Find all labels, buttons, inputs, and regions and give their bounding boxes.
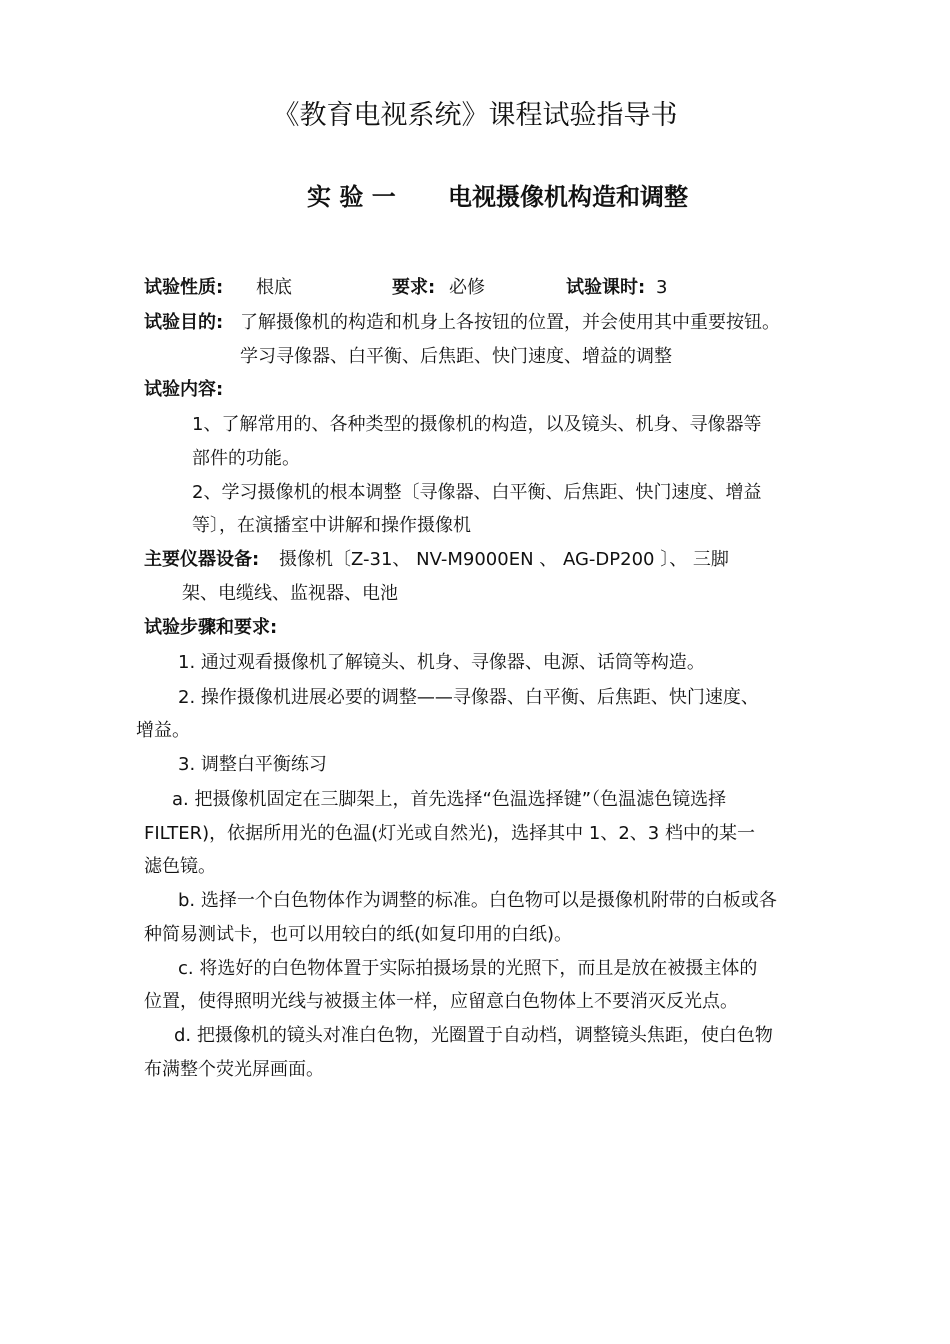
requirement-value: 必修 (449, 277, 485, 298)
step-d-line-2: 布满整个荧光屏画面。 (144, 1059, 324, 1080)
step-1: 1. 通过观看摄像机了解镜头、机身、寻像器、电源、话筒等构造。 (178, 652, 705, 673)
step-2-line-1: 2. 操作摄像机进展必要的调整——寻像器、白平衡、后焦距、快门速度、 (178, 687, 759, 708)
purpose-label: 试验目的: (144, 312, 224, 333)
content-item-1-line-1: 1、了解常用的、各种类型的摄像机的构造，以及镜头、机身、寻像器等 (192, 414, 762, 435)
purpose-line-2: 学习寻像器、白平衡、后焦距、快门速度、增益的调整 (240, 346, 672, 367)
step-a-line-3: 滤色镜。 (144, 856, 216, 877)
requirement-label: 要求: (392, 277, 436, 298)
content-item-1-line-2: 部件的功能。 (192, 448, 300, 469)
document-title: 《教育电视系统》课程试验指导书 (272, 100, 678, 131)
experiment-number: 实 验 一 (307, 183, 396, 211)
nature-value: 根底 (256, 277, 292, 298)
content-item-2-line-1: 2、学习摄像机的根本调整〔寻像器、白平衡、后焦距、快门速度、增益 (192, 482, 762, 503)
equipment-line-1: 摄像机〔Z-31、 NV-M9000EN 、 AG-DP200 〕、 三脚 (279, 549, 729, 570)
step-a-line-2: FILTER)，依据所用光的色温(灯光或自然光)，选择其中 1、2、3 档中的某一 (144, 823, 755, 844)
step-2-line-2: 增益。 (136, 720, 190, 741)
step-b-line-1: b. 选择一个白色物体作为调整的标准。白色物可以是摄像机附带的白板或各 (178, 890, 777, 911)
content-label: 试验内容: (144, 379, 224, 400)
equipment-label: 主要仪器设备: (144, 549, 260, 570)
content-item-2-line-2: 等〕，在演播室中讲解和操作摄像机 (192, 515, 471, 536)
step-d-line-1: d. 把摄像机的镜头对准白色物，光圈置于自动档，调整镜头焦距，使白色物 (174, 1025, 773, 1046)
hours-value: 3 (656, 277, 668, 298)
step-3: 3. 调整白平衡练习 (178, 754, 327, 775)
experiment-title: 电视摄像机构造和调整 (448, 183, 688, 211)
nature-label: 试验性质: (144, 277, 224, 298)
steps-label: 试验步骤和要求: (144, 617, 278, 638)
step-c-line-1: c. 将选好的白色物体置于实际拍摄场景的光照下，而且是放在被摄主体的 (178, 958, 758, 979)
step-c-line-2: 位置，使得照明光线与被摄主体一样，应留意白色物体上不要消灭反光点。 (144, 991, 738, 1012)
step-a-line-1: a. 把摄像机固定在三脚架上，首先选择“色温选择键”（色温滤色镜选择 (172, 789, 727, 810)
hours-label: 试验课时: (566, 277, 646, 298)
step-b-line-2: 种简易测试卡，也可以用较白的纸(如复印用的白纸)。 (144, 924, 573, 945)
purpose-line-1: 了解摄像机的构造和机身上各按钮的位置，并会使用其中重要按钮。 (240, 312, 780, 333)
equipment-line-2: 架、电缆线、监视器、电池 (182, 583, 398, 604)
